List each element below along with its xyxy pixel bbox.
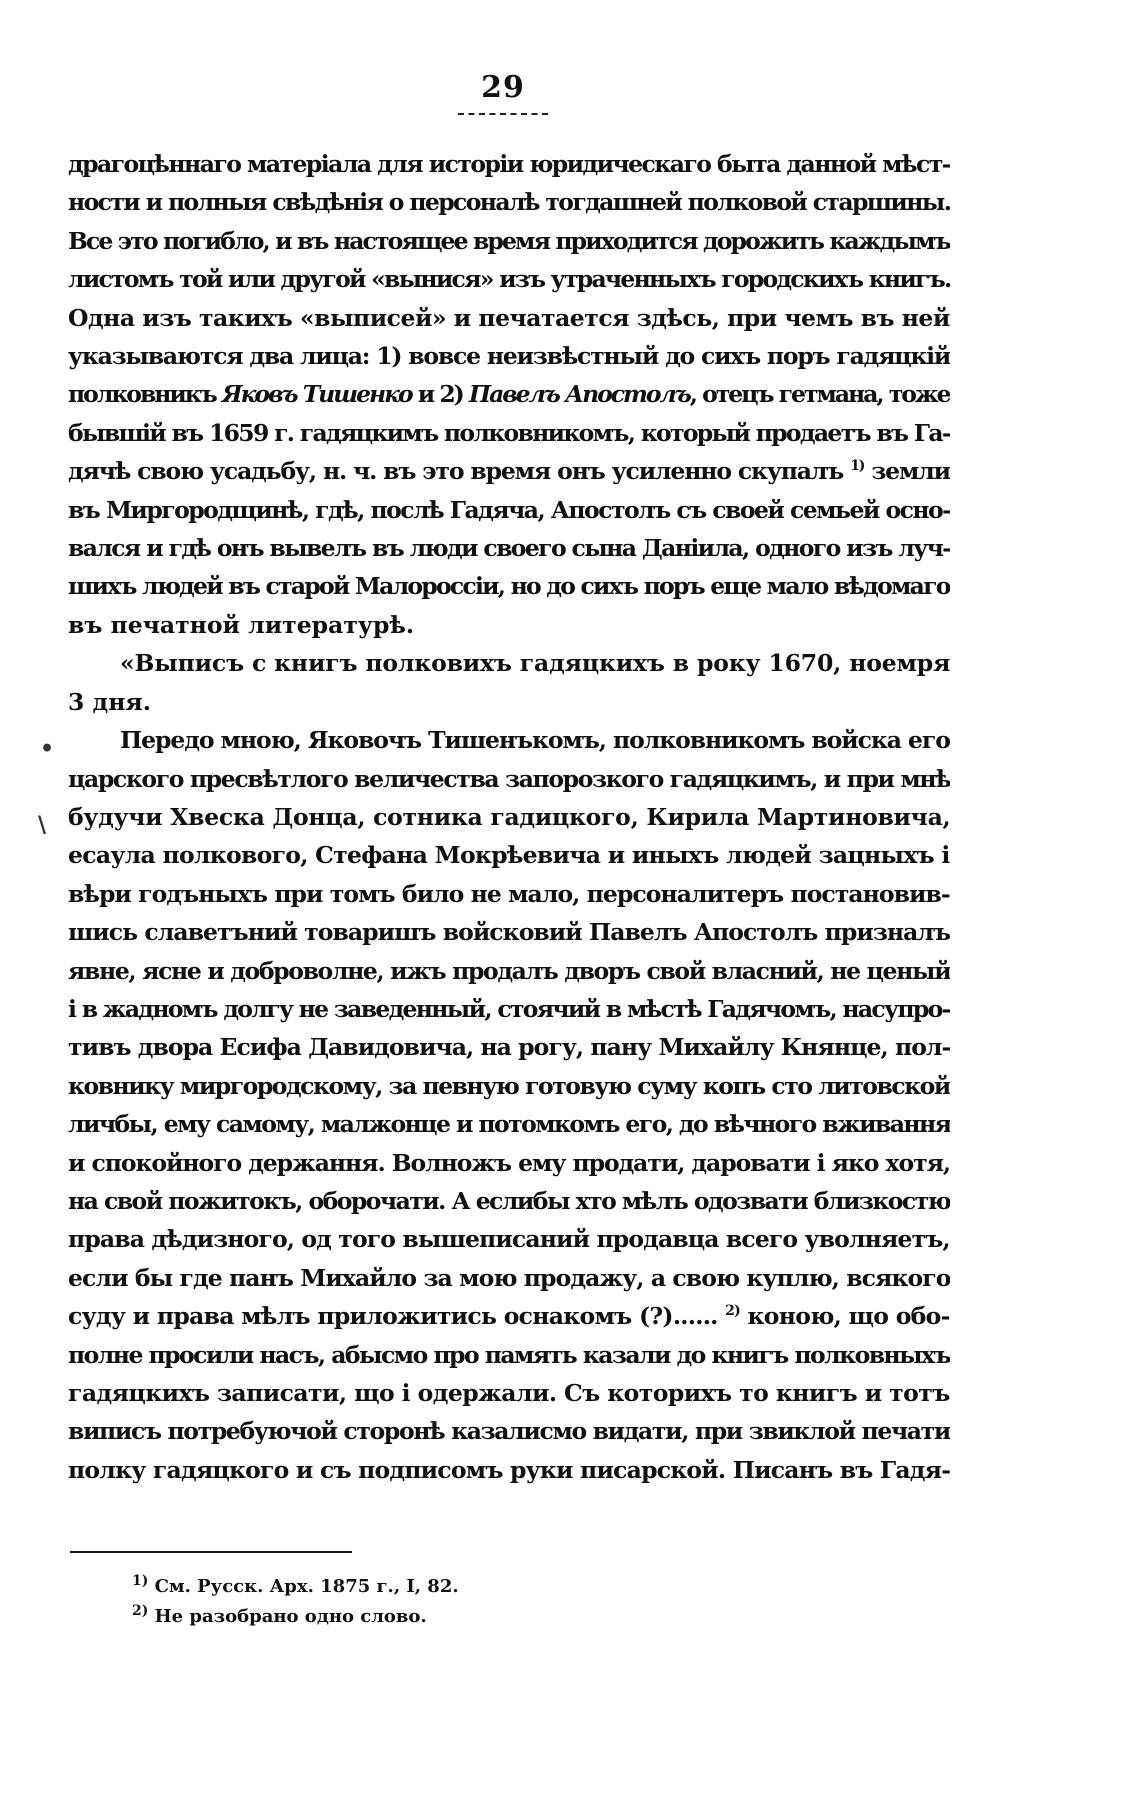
footnote-text: Не разобрано одно слово.: [148, 1606, 427, 1627]
margin-tick-mark: \: [38, 812, 47, 838]
text-run: суду и права мѣлъ приложитись оснакомъ (?)......: [68, 1302, 726, 1331]
text-line: листомъ той или другой «вынися» изъ утраченныхъ городскихъ книгъ.: [68, 265, 950, 294]
text-line: гадяцкихъ записати, що і одержали. Съ которихъ то книгъ и тотъ: [68, 1379, 950, 1407]
intro-paragraph: [68, 145, 950, 644]
text-line: въ Миргородщинѣ, гдѣ, послѣ Гадяча, Апостолъ съ своей семьей осно-: [68, 495, 950, 524]
text-line: [68, 375, 950, 413]
footnote-marker: 2): [132, 1603, 149, 1619]
text-line: «Выписъ с книгъ полковихъ гадяцкихъ в року 1670, ноемря: [120, 649, 950, 678]
footnote-text: См. Русск. Арх. 1875 г., I, 82.: [148, 1576, 459, 1597]
text-line: и спокойного держання. Волножъ ему продати, даровати і яко хотя,: [68, 1148, 950, 1177]
text-line: явне, ясне и доброволне, ижъ продалъ дворъ свой власний, не ценый: [68, 956, 950, 985]
text-line: полне просили насъ, абысмо про память казали до книгъ полковныхъ: [68, 1340, 950, 1369]
text-line: [68, 1297, 950, 1335]
text-line: ковнику миргородскому, за певную готовую суму копъ сто литовской: [68, 1071, 950, 1100]
page-number-rule: [458, 113, 548, 115]
italic-name: Яковъ Тишенко: [221, 380, 412, 409]
text-run: и 2): [411, 380, 469, 409]
text-line: шись славетъний товаришъ войсковий Павелъ Апостолъ призналъ: [68, 918, 950, 947]
text-line: тивъ двора Есифа Давидовича, на рогу, пану Михайлу Княнце, пол-: [68, 1033, 950, 1062]
document-paragraph: [68, 721, 950, 1489]
text-line: ности и полныя свѣдѣнія о персоналѣ тогдашней полковой старшины.: [68, 188, 950, 217]
text-line: драгоцѣннаго матеріала для исторіи юридическаго быта данной мѣст-: [68, 150, 950, 178]
text-line: вѣри годъныхъ при томъ било не мало, персоналитеръ постановив-: [68, 879, 950, 908]
text-line: царского пресвѣтлого величества запорозкого гадяцкимъ, и при мнѣ: [68, 764, 950, 793]
margin-dot-mark: •: [40, 736, 55, 762]
text-line: виписъ потребуючой сторонѣ казалисмо видати, при звиклой печати: [68, 1417, 950, 1446]
footnote-ref: 2): [725, 1303, 741, 1320]
main-text: [68, 145, 950, 1489]
text-line: бывшій въ 1659 г. гадяцкимъ полковникомъ, который продаетъ въ Га-: [68, 418, 950, 447]
text-run: коною, що обо-: [740, 1302, 950, 1331]
page-number: 29: [481, 70, 525, 105]
text-line: і в жадномъ долгу не заведенный, стоячий в мѣстѣ Гадячомъ, насупро-: [68, 994, 950, 1023]
italic-name: Павелъ Апостолъ: [468, 380, 690, 409]
text-line: шихъ людей въ старой Малороссіи, но до сихъ поръ еще мало вѣдомаго: [68, 572, 950, 601]
text-line: полку гадяцкого и съ подписомъ руки писарской. Писанъ въ Гадя-: [68, 1455, 950, 1484]
text-run: полковникъ: [68, 380, 222, 409]
text-line: права дѣдизного, од того вышеписаний продавца всего уволняетъ,: [68, 1225, 950, 1254]
text-run: земли: [864, 457, 950, 486]
footnote-1: [132, 1572, 852, 1602]
text-line: будучи Хвеска Донца, сотника гадицкого, Кирила Мартиновича,: [68, 802, 950, 831]
text-run: , отецъ гетмана, тоже: [689, 380, 950, 409]
footnote-2: [132, 1602, 852, 1632]
text-line: въ печатной литературѣ.: [68, 610, 415, 639]
text-line: вался и гдѣ онъ вывелъ въ люди своего сына Даніила, одного изъ луч-: [68, 534, 950, 563]
footnote-marker: 1): [132, 1573, 149, 1589]
text-line: на свой пожитокъ, оборочати. А еслибы хто мѣлъ одозвати близкостю: [68, 1186, 950, 1215]
text-line: указываются два лица: 1) вовсе неизвѣстный до сихъ поръ гадяцкій: [68, 342, 950, 371]
text-line: [68, 452, 950, 490]
text-line: 3 дня.: [68, 687, 151, 716]
text-run: дячѣ свою усадьбу, н. ч. въ это время онъ усиленно скупалъ: [68, 457, 851, 486]
footnotes: [132, 1572, 852, 1632]
text-line: Передо мною, Яковочъ Тишенъкомъ, полковникомъ войска его: [120, 726, 950, 755]
text-line: личбы, ему самому, малжонце и потомкомъ его, до вѣчного вживання: [68, 1110, 950, 1139]
text-line: есаула полкового, Стефана Мокрѣевича и иныхъ людей зацныхъ і: [68, 841, 950, 870]
text-line: если бы где панъ Михайло за мою продажу, а свою куплю, всякого: [68, 1263, 950, 1292]
footnote-separator: [70, 1551, 352, 1553]
text-line: Все это погибло, и въ настоящее время приходится дорожить каждымъ: [68, 226, 950, 255]
text-line: Одна изъ такихъ «выписей» и печатается здѣсь, при чемъ въ ней: [68, 303, 950, 332]
quote-heading: [68, 644, 950, 721]
footnote-ref: 1): [850, 458, 865, 475]
